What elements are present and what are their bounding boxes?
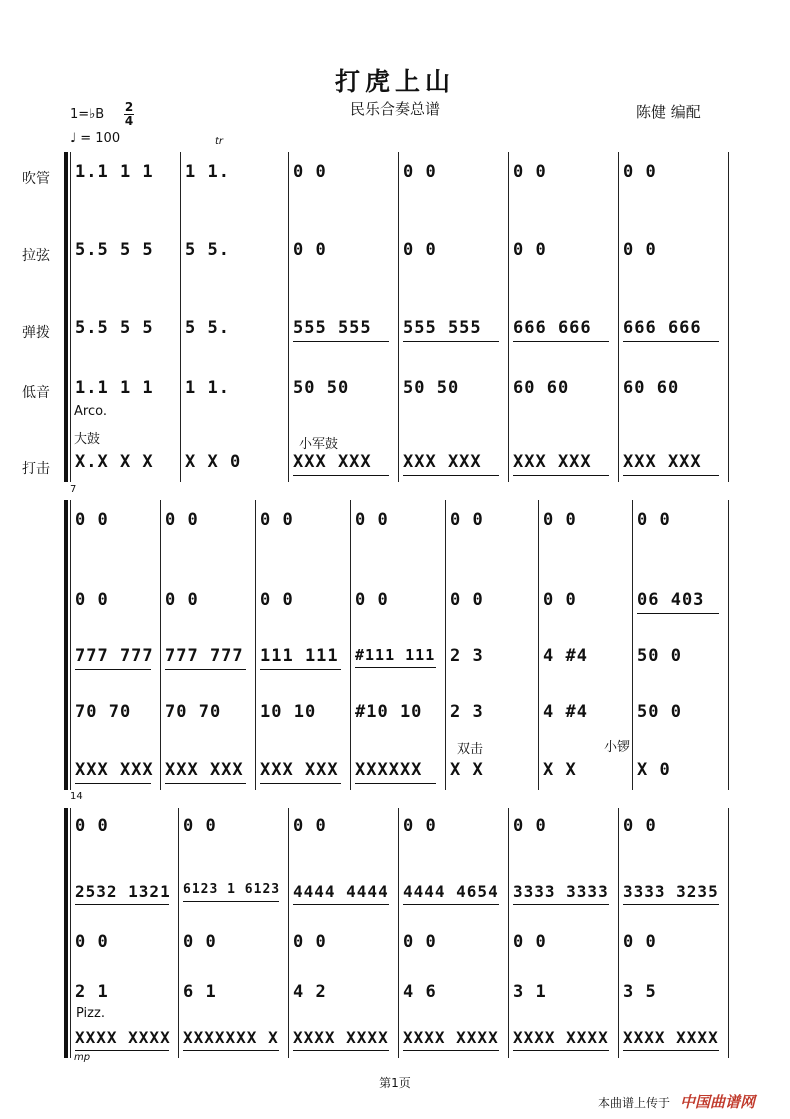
- measure-notation: XXX XXX: [165, 760, 244, 780]
- measure-notation: 6123 1 6123: [183, 882, 281, 897]
- beam-line: [293, 904, 389, 905]
- system1-brace: [64, 152, 68, 482]
- beam-line: [260, 783, 341, 784]
- barline: [618, 808, 619, 1058]
- measure-notation: 5 5.: [185, 318, 230, 338]
- measure-notation: 0 0: [623, 240, 657, 260]
- measure-notation: XXX XXX: [260, 760, 339, 780]
- measure-notation: 1.1 1 1: [75, 378, 154, 398]
- measure-notation: 0 0: [543, 590, 577, 610]
- beam-line: [293, 475, 389, 476]
- system-number-7: 7: [70, 484, 77, 495]
- measure-notation: 0 0: [75, 932, 109, 952]
- instrument-label-bowed: 拉弦: [22, 248, 50, 264]
- measure-notation: 3 1: [513, 982, 547, 1002]
- measure-notation: 0 0: [513, 162, 547, 182]
- measure-notation: X X: [543, 760, 577, 780]
- beam-line: [183, 1050, 279, 1051]
- measure-notation: 0 0: [293, 240, 327, 260]
- measure-notation: X.X X X: [75, 452, 154, 472]
- arranger-credit: 陈健 编配: [636, 103, 701, 121]
- beam-line: [403, 1050, 499, 1051]
- measure-notation: 4 2: [293, 982, 327, 1002]
- measure-notation: XXXX XXXX: [75, 1028, 171, 1047]
- measure-notation: XXXX XXXX: [293, 1028, 389, 1047]
- measure-notation: 555 555: [403, 318, 482, 338]
- meter-top: 2: [124, 100, 134, 114]
- measure-notation: 0 0: [623, 932, 657, 952]
- time-signature: [124, 101, 134, 128]
- system-number-14: 14: [70, 791, 83, 802]
- measure-notation: #111 111: [355, 646, 436, 664]
- measure-notation: XXX XXX: [293, 452, 372, 472]
- beam-line: [75, 904, 169, 905]
- key-signature: 1=♭B: [70, 107, 105, 122]
- measure-notation: 0 0: [75, 510, 109, 530]
- beam-line: [513, 904, 609, 905]
- measure-notation: 70 70: [75, 702, 132, 722]
- measure-notation: 5.5 5 5: [75, 318, 154, 338]
- measure-notation: 10 10: [260, 702, 317, 722]
- score-title: 打虎上山: [334, 67, 455, 96]
- measure-notation: 2 1: [75, 982, 109, 1002]
- page-number: 第1页: [379, 1076, 411, 1090]
- beam-line: [403, 904, 499, 905]
- measure-notation: 0 0: [355, 510, 389, 530]
- beam-line: [403, 341, 499, 342]
- measure-notation: 50 0: [637, 702, 682, 722]
- barline: [178, 808, 179, 1058]
- barline: [70, 152, 71, 482]
- upload-note: 本曲谱上传于: [598, 1096, 671, 1110]
- measure-notation: XXXXXX: [355, 760, 423, 780]
- measure-notation: 0 0: [75, 590, 109, 610]
- measure-notation: 0 0: [403, 162, 437, 182]
- barline: [618, 152, 619, 482]
- beam-line: [183, 901, 279, 902]
- barline: [288, 808, 289, 1058]
- measure-notation: 0 0: [623, 162, 657, 182]
- measure-notation: 1 1.: [185, 162, 230, 182]
- xiao-luo-label: 小锣: [604, 740, 631, 755]
- measure-notation: 0 0: [403, 816, 437, 836]
- measure-notation: 555 555: [293, 318, 372, 338]
- shuang-ji-label: 双击: [457, 742, 484, 757]
- measure-notation: 0 0: [165, 510, 199, 530]
- beam-line: [355, 783, 436, 784]
- measure-notation: 50 0: [637, 646, 682, 666]
- measure-notation: 1 1.: [185, 378, 230, 398]
- measure-notation: 2 3: [450, 702, 484, 722]
- measure-notation: 0 0: [183, 816, 217, 836]
- barline: [728, 500, 729, 790]
- measure-notation: XXXX XXXX: [513, 1028, 609, 1047]
- measure-notation: XXXXXXX X: [183, 1028, 279, 1047]
- da-gu-label: 大鼓: [74, 432, 101, 447]
- measure-notation: 0 0: [513, 816, 547, 836]
- beam-line: [165, 783, 246, 784]
- system2-brace: [64, 500, 68, 790]
- beam-line: [260, 669, 341, 670]
- beam-line: [513, 341, 609, 342]
- measure-notation: 70 70: [165, 702, 222, 722]
- beam-line: [355, 667, 436, 668]
- measure-notation: 111 111: [260, 646, 339, 666]
- instrument-label-percussion: 打击: [22, 461, 50, 477]
- measure-notation: XXX XXX: [513, 452, 592, 472]
- barline: [538, 500, 539, 790]
- measure-notation: #10 10: [355, 702, 423, 722]
- measure-notation: 3333 3333: [513, 882, 609, 901]
- site-logo: 中国曲谱网: [680, 1093, 756, 1111]
- measure-notation: 4 #4: [543, 646, 588, 666]
- measure-notation: 0 0: [623, 816, 657, 836]
- barline: [398, 152, 399, 482]
- meter-bottom: 4: [124, 114, 134, 128]
- measure-notation: 0 0: [543, 510, 577, 530]
- measure-notation: 0 0: [293, 162, 327, 182]
- beam-line: [513, 1050, 609, 1051]
- barline: [632, 500, 633, 790]
- beam-line: [623, 475, 719, 476]
- beam-line: [75, 669, 151, 670]
- measure-notation: 4444 4444: [293, 882, 389, 901]
- beam-line: [623, 904, 719, 905]
- measure-notation: XXX XXX: [403, 452, 482, 472]
- barline: [70, 500, 71, 790]
- measure-notation: 0 0: [165, 590, 199, 610]
- barline: [255, 500, 256, 790]
- barline: [728, 152, 729, 482]
- measure-notation: 0 0: [513, 240, 547, 260]
- barline: [70, 808, 71, 1058]
- measure-notation: 0 0: [260, 590, 294, 610]
- measure-notation: 0 0: [403, 932, 437, 952]
- beam-line: [75, 1050, 169, 1051]
- measure-notation: 60 60: [623, 378, 680, 398]
- instrument-label-bass: 低音: [22, 385, 50, 401]
- measure-notation: 666 666: [623, 318, 702, 338]
- measure-notation: X X 0: [185, 452, 242, 472]
- measure-notation: XXX XXX: [75, 760, 154, 780]
- beam-line: [165, 669, 246, 670]
- barline: [350, 500, 351, 790]
- measure-notation: 0 0: [75, 816, 109, 836]
- beam-line: [513, 475, 609, 476]
- measure-notation: 50 50: [403, 378, 460, 398]
- barline: [508, 152, 509, 482]
- measure-notation: 5.5 5 5: [75, 240, 154, 260]
- measure-notation: 5 5.: [185, 240, 230, 260]
- trill-mark: tr: [215, 136, 224, 147]
- measure-notation: 0 0: [637, 510, 671, 530]
- beam-line: [75, 783, 151, 784]
- barline: [288, 152, 289, 482]
- measure-notation: 0 0: [260, 510, 294, 530]
- measure-notation: 50 50: [293, 378, 350, 398]
- measure-notation: 1.1 1 1: [75, 162, 154, 182]
- barline: [508, 808, 509, 1058]
- measure-notation: 6 1: [183, 982, 217, 1002]
- xiao-jun-gu-label: 小军鼓: [299, 437, 339, 452]
- measure-notation: 3 5: [623, 982, 657, 1002]
- barline: [180, 152, 181, 482]
- dynamic-mp: mp: [74, 1052, 91, 1063]
- score-subtitle: 民乐合奏总谱: [349, 100, 440, 118]
- beam-line: [293, 1050, 389, 1051]
- beam-line: [403, 475, 499, 476]
- measure-notation: 06 403: [637, 590, 705, 610]
- measure-notation: 0 0: [293, 816, 327, 836]
- measure-notation: 0 0: [513, 932, 547, 952]
- measure-notation: 60 60: [513, 378, 570, 398]
- measure-notation: X 0: [637, 760, 671, 780]
- measure-notation: 0 0: [403, 240, 437, 260]
- measure-notation: 0 0: [450, 590, 484, 610]
- measure-notation: 4 #4: [543, 702, 588, 722]
- arco-label: Arco.: [74, 404, 107, 419]
- measure-notation: XXXX XXXX: [403, 1028, 499, 1047]
- instrument-label-winds: 吹管: [22, 171, 50, 187]
- barline: [728, 808, 729, 1058]
- beam-line: [637, 613, 719, 614]
- instrument-label-plucked: 弹拨: [22, 325, 50, 341]
- measure-notation: 666 666: [513, 318, 592, 338]
- measure-notation: 777 777: [75, 646, 154, 666]
- measure-notation: 0 0: [293, 932, 327, 952]
- measure-notation: X X: [450, 760, 484, 780]
- beam-line: [623, 1050, 719, 1051]
- beam-line: [293, 341, 389, 342]
- pizz-label: Pizz.: [76, 1006, 105, 1021]
- measure-notation: 2 3: [450, 646, 484, 666]
- tempo-marking: ♩ = 100: [70, 131, 121, 146]
- measure-notation: 2532 1321: [75, 882, 171, 901]
- measure-notation: XXXX XXXX: [623, 1028, 719, 1047]
- measure-notation: 0 0: [450, 510, 484, 530]
- measure-notation: 0 0: [183, 932, 217, 952]
- measure-notation: 0 0: [355, 590, 389, 610]
- barline: [445, 500, 446, 790]
- system3-brace: [64, 808, 68, 1058]
- measure-notation: 3333 3235: [623, 882, 719, 901]
- measure-notation: 4444 4654: [403, 882, 499, 901]
- barline: [160, 500, 161, 790]
- beam-line: [623, 341, 719, 342]
- barline: [398, 808, 399, 1058]
- measure-notation: 4 6: [403, 982, 437, 1002]
- measure-notation: 777 777: [165, 646, 244, 666]
- measure-notation: XXX XXX: [623, 452, 702, 472]
